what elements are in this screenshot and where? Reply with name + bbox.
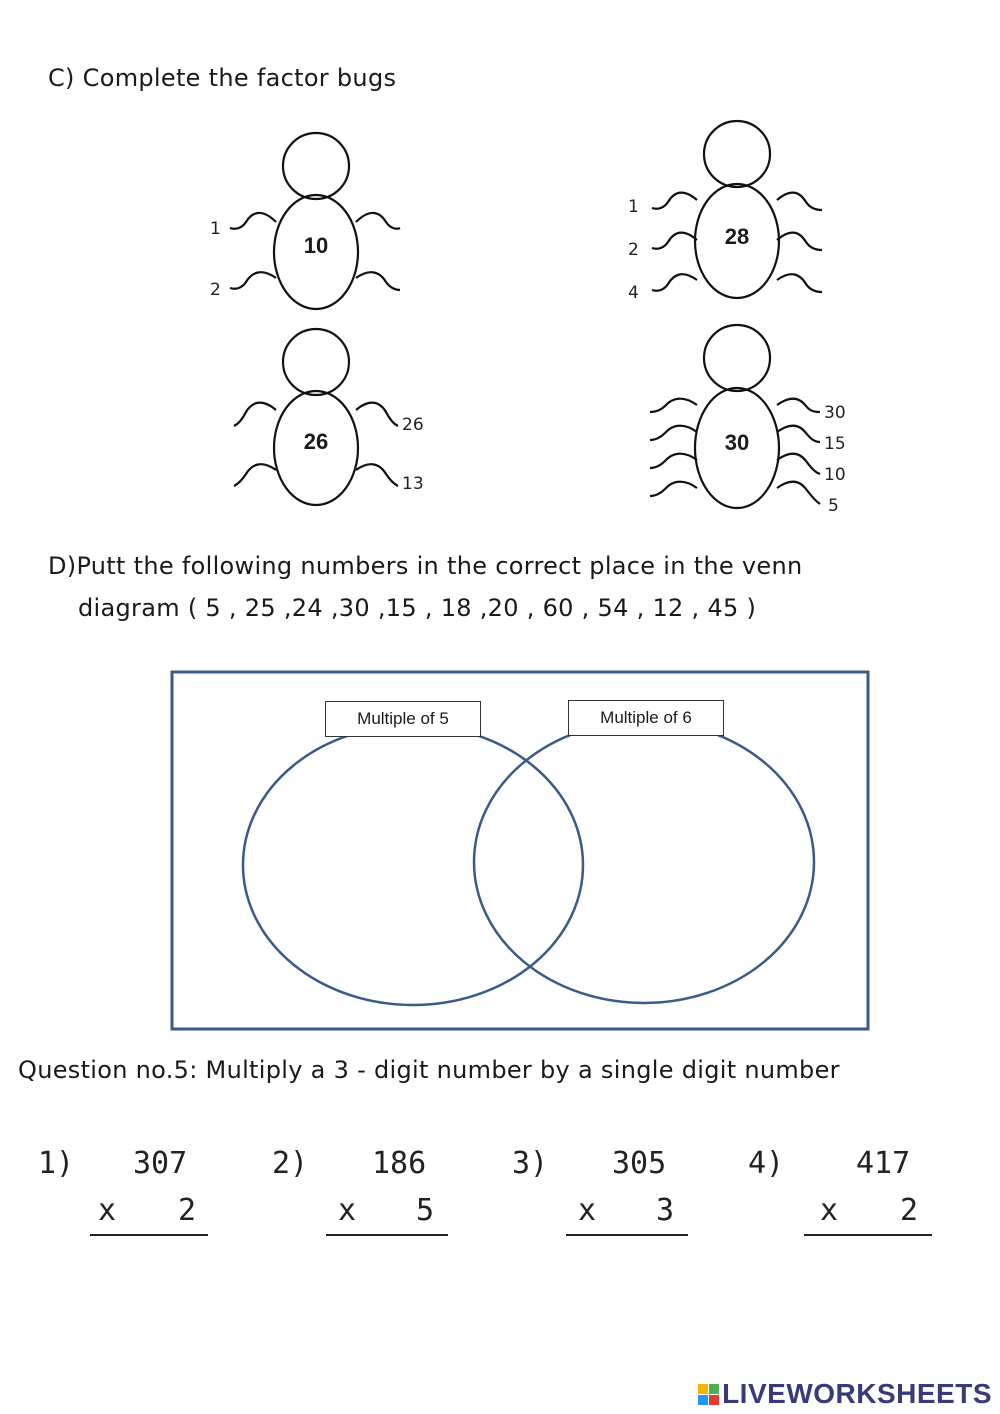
times-sign: x [338,1193,357,1228]
multiplicand: 305 [612,1146,667,1181]
multiplier: 5 [416,1193,435,1228]
venn-label-multiple-of-6: Multiple of 6 [568,700,724,736]
times-sign: x [578,1193,597,1228]
leg-label: 10 [824,465,846,485]
multiplier: 2 [178,1193,197,1228]
section-d-heading: D)Putt the following numbers in the correct place in the venn [48,552,803,580]
leg-label: 2 [210,280,221,300]
venn-circle-right [474,721,814,1003]
leg-label: 4 [628,283,639,303]
leg-label: 1 [628,197,639,217]
venn-circle-left [243,725,583,1005]
problem-number: 1) [38,1146,75,1181]
leg-label: 13 [402,474,424,494]
problem-number: 4) [748,1146,785,1181]
liveworksheets-logo-icon [698,1384,720,1406]
question5-heading: Question no.5: Multiply a 3 - digit number by a single digit number [18,1056,840,1084]
problem-number: 2) [272,1146,309,1181]
bug-center-number: 28 [724,224,750,249]
multiplicand: 186 [372,1146,427,1181]
times-sign: x [820,1193,839,1228]
leg-label: 15 [824,434,846,454]
liveworksheets-brand [698,1378,992,1410]
answer-line [566,1234,688,1236]
answer-line [804,1234,932,1236]
answer-line [326,1234,448,1236]
leg-label: 1 [210,219,221,239]
multiplier: 3 [656,1193,675,1228]
leg-label: 2 [628,240,639,260]
multiplicand: 307 [133,1146,188,1181]
multiplier: 2 [900,1193,919,1228]
times-sign: x [98,1193,117,1228]
bug-center-number: 30 [724,430,750,455]
answer-line [90,1234,208,1236]
venn-frame [172,672,868,1029]
venn-label-multiple-of-5: Multiple of 5 [325,701,481,737]
bug-center-number: 10 [303,233,329,258]
section-c-heading: C) Complete the factor bugs [48,64,397,92]
multiplicand: 417 [856,1146,911,1181]
leg-label: 26 [402,415,424,435]
leg-label: 30 [824,403,846,423]
bug-center-number: 26 [303,429,329,454]
section-d-heading-line2: diagram ( 5 , 25 ,24 ,30 ,15 , 18 ,20 , 60 , 54 , 12 , 45 ) [78,594,757,622]
problem-number: 3) [512,1146,549,1181]
brand-text: LIVEWORKSHEETS [722,1378,992,1409]
leg-label: 5 [828,496,839,516]
